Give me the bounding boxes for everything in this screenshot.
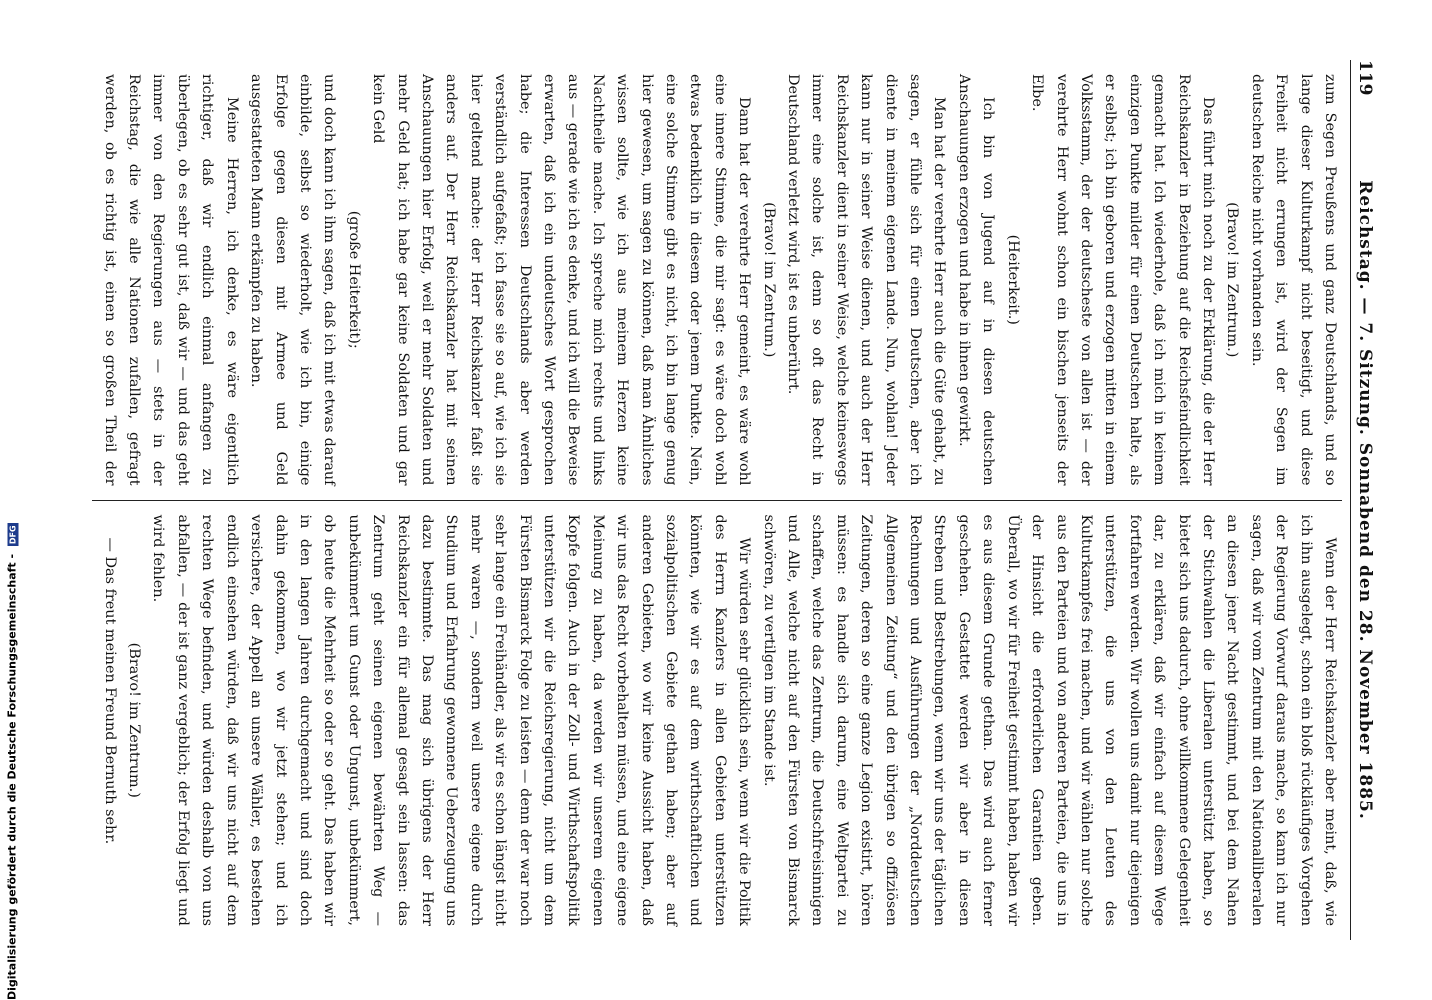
column-right (92, 500, 1342, 941)
paragraph: Dann hat der verehrte Herr gemeint, es wäre wohl eine innere Stimme, die mir sagt: es wäre doch wohl etwas bedenklich in diesem oder jenem Punkte. Nein, eine solche Stimme gibt es nicht, ich bin lange genug hier gewesen, um sagen zu können, daß man Ähnliches wissen sollte, wie ich aus meinem Herzen keine Nachtheile mache. Ich spreche mich rechts und links aus — gerade wie ich es denke, und ich will die Beweise erwarten, daß ich ein undeutsches Wort gesprochen habe; die Interessen Deutschlands aber werden verständlich aufgefaßt; ich fasse sie so auf, wie ich sie hier geltend mache: der Herr Reichskanzler faßt sie anders auf. Der Herr Reichskanzler hat mit seinen Anschauungen hier Erfolg, weil er mehr Soldaten und mehr Geld hat; ich habe gar keine Soldaten und gar kein Geld (370, 74, 753, 486)
text-columns (92, 60, 1342, 940)
dfg-logo: DFG (8, 525, 18, 545)
interjection: (Bravo! im Zentrum.) (760, 202, 777, 358)
paragraph: Wenn der Herr Reichskanzler aber meint, daß, wie ich ihn ausgelegt, schon ein bloß rückläufiges Vorgehen der Regierung Vorwurf daraus mache, so kann ich nur sagen, daß wir vom Zentrum mit den Nationalliberalen an diesen jener Nacht gestimmt, und bei dem Nahen der Stichwahlen die Liberalen unterstützt haben, so bietet sich uns dadurch, ohne willkommene Gelegenheit dar, zu erklären, daß wir einfach auf diesem Wege fortfahren werden. Wir wollen uns damit nur diejenigen unterstützen, die uns von den Leuten des Kulturkampfes frei machen, und wir wählen nur solche aus den Parteien und von anderen Parteien, die uns in der Hinsicht die erforderlichen Garantien geben. Überall, wo wir für Freiheit gestimmt haben, haben wir es aus diesem Grunde gethan. Das wird auch ferner geschehen. Gestattet werden wir aber in diesen Streben und Bestrebungen, wenn wir uns der täglichen Rechnungen und Ausführungen der „Norddeutschen Allgemeinen Zeitung“ und den übrigen so offiziösen Zeitungen, deren so eine ganze Legion existirt, hören müssen: es handle sich darum, eine Weltpartei zu schaffen, welche das Zentrum, die Deutschfreisinnigen und Alle, welche nicht auf den Fürsten von Bismarck schwören, zu vertilgen im Stande ist. (760, 514, 1338, 926)
interjection: (große Heiterkeit); (345, 210, 362, 349)
document-page (31, 20, 1401, 980)
interjection: (Bravo! im Zentrum.) (1224, 202, 1241, 358)
running-title: Reichstag. — 7. Sitzung. Sonnabend den 28. November 1885. (1355, 180, 1375, 820)
paragraph: Das führt mich noch zu der Erklärung, die der Herr Reichskanzler in Beziehung auf die Reichsfeindlichkeit gemacht hat. Ich wiederhole, daß ich mich in keinem einzigen Punkte milder für einen Deutschen halte, als er selbst; ich bin geboren und erzogen mitten in einem Volksstamm, der der deutscheste von allen ist — der verehrte Herr wohnt schon ein bischen jenseits der Elbe. (1029, 74, 1216, 486)
interjection: (Bravo! im Zentrum.) (126, 642, 143, 798)
paragraph: Ich bin von Jugend auf in diesen deutschen Anschauungen erzogen und habe in ihnen gewirkt. (955, 74, 997, 486)
running-header (1350, 60, 1383, 940)
paragraph: Wir würden sehr glücklich sein, wenn wir die Politik des Herrn Kanzlers in allen Gebieten unterstützen könnten, wie wir es auf dem wirthschaftlichen und sozialpolitischen Gebiete gethan haben; aber auf anderen Gebieten, wo wir keine Aussicht haben, daß wir uns das Recht vorbehalten müssen, und eine eigene Meinung zu haben, da werden wir unserem eigenen Kopfe folgen. Auch in der Zoll- und Wirthschaftspolitik unterstützen wir die Reichsregierung, nicht um dem Fürsten Bismarck Folge zu leisten — denn der war noch sehr lange ein Freihändler, als wir es schon längst nicht mehr waren —, sondern weil unsere eigene durch Studium und Erfahrung gewonnene Ueberzeugung uns dazu bestimmte. Das mag sich übrigens der Herr Reichskanzler ein für allemal gesagt sein lassen: das Zentrum geht seinen eigenen bewährten Weg — unbekümmert um Gunst oder Ungunst, unbekümmert, ob heute die Mehrheit so oder so geht. Das haben wir in den langen Jahren durchgemacht und sind doch dahin gekommen, wo wir jetzt stehen; und ich versichere, der Appell an unsere Wähler, es bestehen endlich einsehen würden, daß wir uns nicht auf dem rechten Wege befinden, und würden deshalb von uns abfallen, — der ist ganz vergeblich; der Erfolg liegt und wird fehlen. (150, 514, 753, 926)
interjection: (Heiterkeit.) (1004, 234, 1021, 325)
credit-text: Digitalisierung gefördert durch die Deutsche Forschungsgemeinschaft - (5, 553, 19, 1000)
paragraph: — Das freut meinen Freund Bernuth sehr. (101, 537, 118, 845)
paragraph: Meine Herren, ich denke, es wäre eigentlich richtiger, daß wir endlich einmal anfangen zu überlegen, ob es sehr gut ist, daß wir — und das geht immer von den Regierungen aus — stets in der Reichstag, die wie alle Nationen zufallen, gefragt werden, ob es richtig ist, einen so großen Theil der (101, 74, 240, 486)
paragraph: Man hat der verehrte Herr auch die Güte gehabt, zu sagen, er fühle sich für einen Deutschen, aber ich diente in meinem eigenen Lande. Nun, wohlan! Jeder kann nur in seiner Weise dienen, und auch der Herr Reichskanzler dient in seiner Weise, welche keineswegs immer eine solche ist, denn so oft das Recht in Deutschland verletzt wird, ist es unberührt. (785, 74, 948, 486)
page-number: 119 (1355, 60, 1375, 96)
column-left (92, 60, 1342, 500)
paragraph: und doch kann ich ihm sagen, daß ich mit etwas darauf einbilde, selbst so wiederholt, wie ich bin, einige Erfolge gegen diesen mit Armee und Geld ausgestatteten Mann erkämpfen zu haben. (248, 74, 338, 486)
paragraph: zum Segen Preußens und ganz Deutschlands, und so lange dieser Kulturkampf nicht beseitigt, und diese Freiheit nicht errungen ist, wird der Segen im deutschen Reiche nicht vorhanden sein. (1248, 74, 1338, 486)
digitization-credit (2, 525, 22, 1000)
